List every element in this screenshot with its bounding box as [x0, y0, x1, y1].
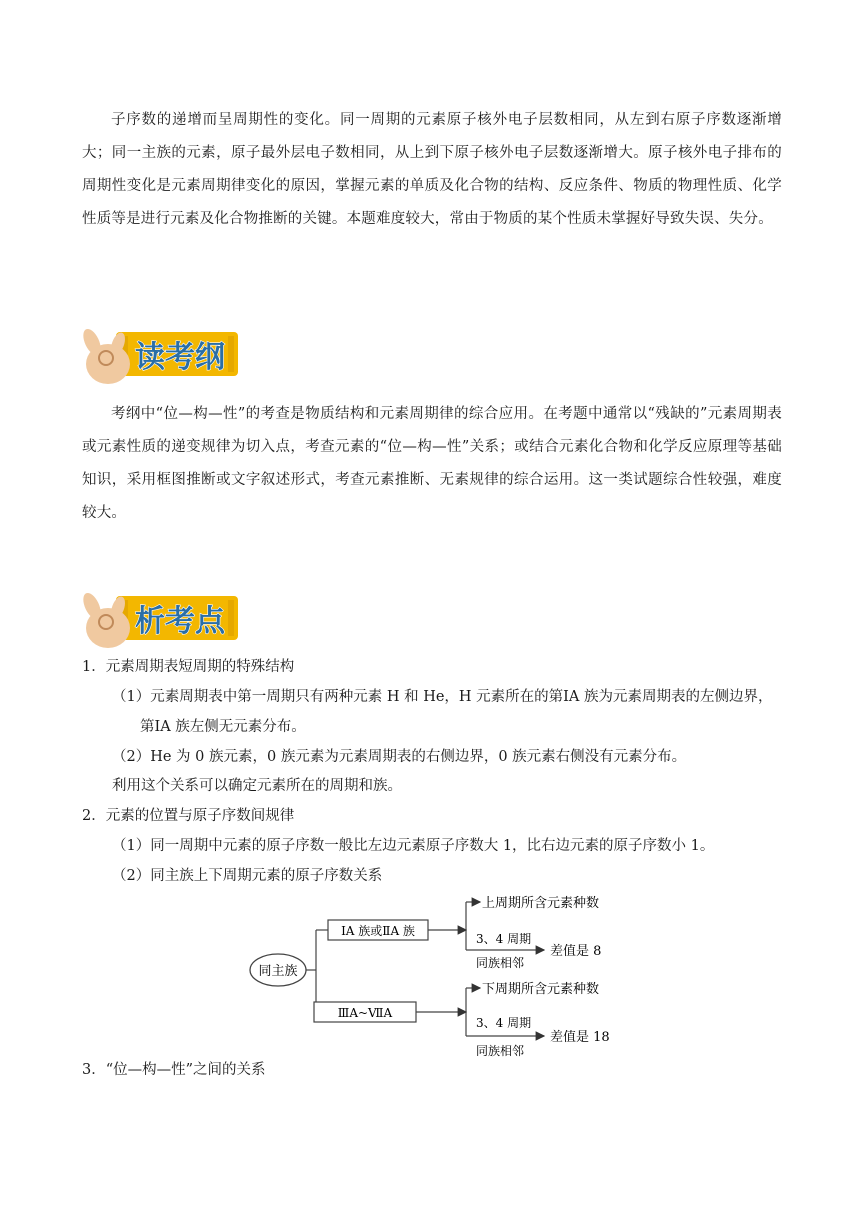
branch-a-mid-2: 同族相邻 — [476, 956, 525, 970]
outline-paragraph — [82, 398, 782, 530]
point-1-note: 利用这个关系可以确定元素所在的周期和族。 — [112, 778, 402, 794]
intro-text: 子序数的递增而呈周期性的变化。同一周期的元素原子核外电子层数相同，从左到右原子序数逐渐增大；同一主族的元素，原子最外层电子数相同，从上到下原子核外电子层数逐渐增大。原子核外电子排布的周期性变化是元素周期律变化的原因，掌握元素的单质及化合物的结构、反应条件、物质的物理性质、化学性质等是进行元素及化合物推断的关键。本题难度较大，常由于物质的某个性质未掌握好导致失误、失分。 — [82, 112, 782, 227]
branch-b-result: 差值是 18 — [550, 1030, 610, 1045]
point-2-2-text: （2）同主族上下周期元素的原子序数关系 — [112, 868, 383, 884]
intro-paragraph — [82, 104, 782, 236]
group-relation-diagram — [248, 888, 628, 1064]
badge-title: 析考点 — [135, 604, 225, 639]
analyze-points-badge — [78, 586, 238, 650]
branch-a-top-text: 上周期所含元素种数 — [482, 896, 600, 911]
point-1-1-text: （1）元素周期表中第一周期只有两种元素 H 和 He，H 元素所在的第ⅠA 族为元素周期表的左侧边界， — [112, 689, 773, 705]
hand-icon — [80, 590, 130, 648]
branch-b-mid-1: 3、4 周期 — [476, 1016, 532, 1030]
branch-b-top-text: 下周期所含元素种数 — [482, 982, 600, 997]
point-1-heading: 1．元素周期表短周期的特殊结构 — [82, 659, 295, 675]
read-outline-badge — [78, 322, 238, 386]
branch-a-label: ⅠA 族或ⅡA 族 — [341, 924, 415, 938]
root-label: 同主族 — [258, 964, 298, 979]
branch-b-label: ⅢA~ⅦA — [337, 1006, 393, 1020]
hand-icon — [80, 326, 130, 384]
branch-a-mid-1: 3、4 周期 — [476, 932, 532, 946]
branch-a-result: 差值是 8 — [550, 944, 602, 959]
outline-text: 考纲中“位—构—性”的考查是物质结构和元素周期律的综合应用。在考题中通常以“残缺的”元素周期表或元素性质的递变规律为切入点，考查元素的“位—构—性”关系；或结合元素化合物和化学反应原理等基础知识，采用框图推断或文字叙述形式，考查元素推断、无素规律的综合运用。这一类试题综合性较强，难度较大。 — [82, 406, 782, 521]
point-3-heading: 3．“位—构—性”之间的关系 — [82, 1062, 266, 1078]
point-1-2-text: （2）He 为 0 族元素，0 族元素为元素周期表的右侧边界，0 族元素右侧没有元素分布。 — [112, 749, 687, 765]
point-1-1-continued: 第ⅠA 族左侧无元素分布。 — [140, 719, 306, 735]
badge-title: 读考纲 — [135, 340, 225, 375]
branch-b-mid-2: 同族相邻 — [476, 1044, 525, 1058]
point-2-heading: 2．元素的位置与原子序数间规律 — [82, 808, 295, 824]
point-2-1-text: （1）同一周期中元素的原子序数一般比左边元素原子序数大 1，比右边元素的原子序数小 1。 — [112, 838, 715, 854]
